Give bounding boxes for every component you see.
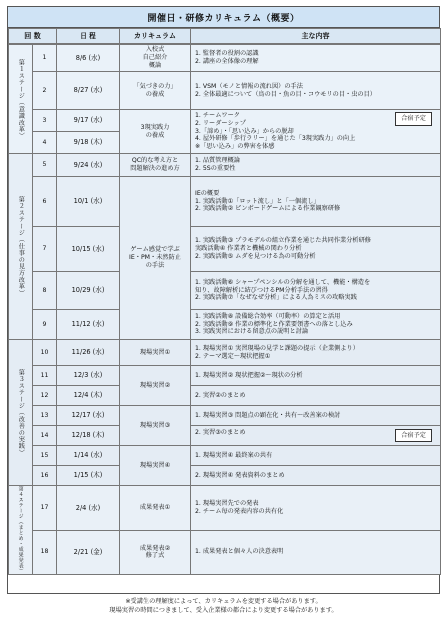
main-line: 3. 実践実習における留意点の説明と討論 [195,328,309,336]
row-no: 17 [33,486,57,531]
row-main [191,72,441,110]
row-no: 15 [33,446,57,466]
main-line: 1. 実践活動⑥ シャープペンシルの分解を通して、機能・構造を [195,278,371,286]
row-curriculum [120,177,191,340]
main-line: 2. テーマ選定〜現状把握① [195,352,271,360]
stage-label: 第２ステージ（仕事の見方改革） [17,196,25,297]
row-date: 11/26 (水) [57,340,120,366]
row-no: 18 [33,530,57,575]
header-curriculum: カリキュラム [120,29,191,44]
main-line: 2. 実習②のまとめ [195,391,246,399]
main-line: 1. チームワーク [195,112,240,120]
row-main [191,406,441,426]
row-no: 11 [33,366,57,386]
main-line: 1. 現場実習① 実習現場の見学と課題の提示（企業側より） [195,344,359,352]
row-no: 13 [33,406,57,426]
main-line: 1. 成果発表と個々人の決意表明 [195,548,284,556]
row-no: 4 [33,132,57,154]
main-line: 1. 現場実習③ 問題点の顕在化・共有〜改善案の検討 [195,411,341,419]
row-main [191,466,441,486]
cur-line: 3現実践力 [140,123,170,131]
stage-label: 第１ステージ（意識改革） [17,58,25,140]
row-main [191,310,441,340]
cur-line: の手法 [145,261,165,269]
row-main [191,154,441,177]
cur-line: 成果発表② [139,544,171,552]
row-curriculum [120,530,191,575]
main-line: 2. リーダーシップ [195,119,246,127]
row-main [191,366,441,386]
main-line: 1. VSM（モノと情報の流れ図）の手法 [195,82,303,90]
row-curriculum [120,340,191,366]
table-row [9,426,441,446]
row-main [191,110,441,154]
row-main [191,426,441,446]
table-row [9,406,441,426]
table-row [9,154,441,177]
table-row [9,110,441,132]
table-row [9,366,441,386]
cur-line: 自己紹介 [142,54,168,62]
table-row [9,466,441,486]
main-line: 1. 実践活動③ プラモデルの組立作業を通じた共同作業分析研修 [195,237,371,245]
row-date: 2/21 (金) [57,530,120,575]
main-line: 1. 現場実習② 現状把握②〜現状の分析 [195,371,303,379]
row-no: 14 [33,426,57,446]
table-row [9,386,441,406]
table-row [9,310,441,340]
main-line: 1. 監督者の役割の認識 [195,50,259,58]
row-date: 12/4 (木) [57,386,120,406]
main-line: 2. 5Sの重要性 [195,165,236,172]
table-row [9,340,441,366]
row-date: 11/12 (水) [57,310,120,340]
row-no: 9 [33,310,57,340]
main-line: 1. 品質管理概論 [195,157,240,165]
main-line: 1. 現場実習④ 最終案の共有 [195,451,273,459]
main-line: IEの概要 [195,189,220,197]
table-row [9,446,441,466]
footnotes [0,597,447,616]
row-date: 1/15 (木) [57,466,120,486]
cur-line: 入校式 [145,46,165,54]
cur-line: 現場実習① [139,348,171,356]
row-date: 9/24 (水) [57,154,120,177]
row-curriculum [120,110,191,154]
row-curriculum [120,446,191,486]
curriculum-frame [7,6,440,594]
main-line: 2. 実践活動⑨ 作業の標準化と作業要領書への落とし込み [195,320,353,328]
cur-line: 現場実習④ [139,461,171,469]
table-row [9,227,441,272]
row-date: 8/27 (水) [57,72,120,110]
row-curriculum [120,486,191,531]
main-line: 1. 現場実習先での発表 [195,500,259,507]
row-no: 16 [33,466,57,486]
main-line: 2. チーム毎の発表内容の共有化 [195,507,284,515]
stage-label: 第３ステージ（改善の実践） [17,368,25,457]
header-kai: 回 数 [9,29,57,44]
cur-line: の養成 [145,131,165,139]
main-line: 2. 実践活動⑦「なぜなぜ分析」による人為ミスの攻略実践 [195,294,357,302]
cur-line: 概論 [148,61,162,69]
row-no: 10 [33,340,57,366]
row-main [191,446,441,466]
row-date: 12/3 (水) [57,366,120,386]
row-main [191,177,441,227]
stage-label: 第４ステージ（まとめ・成果発表） [17,486,24,574]
stage-cell [9,486,33,575]
cur-line: 成果発表① [139,503,171,511]
cur-line: QC的な考え方と [131,157,179,165]
row-no: 12 [33,386,57,406]
document-title: 開催日・研修カリキュラム（概要） [8,7,439,28]
main-line: 1. 実践活動⑧ 設備総合効率（可動率）の算定と活用 [195,312,341,320]
row-date: 10/15 (水) [57,227,120,272]
row-main [191,486,441,531]
table-row [9,272,441,310]
main-line: 2. 実習③のまとめ [195,428,246,436]
main-line: 知り、故障解析に結びつけるPM分析手法の習得 [195,286,328,294]
header-main: 主な内容 [191,29,441,44]
footnote-line: 現場実習の時間につきまして、受入企業様の都合により変更する場合があります。 [109,607,338,615]
row-date: 10/29 (水) [57,272,120,310]
row-date: 9/17 (水) [57,110,120,132]
row-curriculum [120,72,191,110]
cur-line: 修了式 [145,552,165,560]
gassyuku-badge: 合宿予定 [395,429,432,443]
main-line: ※「思い込み」の弊害を体感 [195,143,275,151]
stage-cell [9,340,33,486]
table-row [9,177,441,227]
table-row [9,72,441,110]
row-no: 3 [33,110,57,132]
cur-line: の養成 [145,90,165,98]
row-no: 2 [33,72,57,110]
stage-cell [9,45,33,154]
main-line: 4. 屋外研修「歩行ラリー」を通じた「3現実践力」の向上 [195,135,356,143]
table-header-row [9,29,441,44]
row-main [191,227,441,272]
cur-line: 現場実習③ [139,421,171,429]
main-line: 実践活動④ 作業者と機械の関わり分析 [195,245,302,253]
row-date: 12/18 (木) [57,426,120,446]
stage-cell [9,154,33,340]
row-no: 5 [33,154,57,177]
row-curriculum [120,45,191,72]
main-line: 2. 講座の全体像の理解 [195,58,259,65]
row-main [191,530,441,575]
row-curriculum [120,406,191,446]
footnote-line: ※受講生の理解度によって、カリキュラムを変更する場合があります。 [125,598,322,605]
header-date: 日 程 [57,29,120,44]
row-main [191,340,441,366]
row-date: 10/1 (水) [57,177,120,227]
row-no: 1 [33,45,57,72]
row-no: 7 [33,227,57,272]
main-line: 2. 実践活動② ピンボードゲームによる作業観察研修 [195,205,341,213]
main-line: 2. 全体最適について（鳥の目・魚の目・コウモリの目・虫の目） [195,90,376,98]
row-main [191,45,441,72]
table-row [9,530,441,575]
row-date: 9/18 (木) [57,132,120,154]
cur-line: 現場実習② [139,381,171,389]
main-line: 2. 実践活動⑤ ムダを見つける為の可動分析 [195,252,316,260]
table-row [9,45,441,72]
row-date: 1/14 (水) [57,446,120,466]
row-curriculum [120,154,191,177]
main-line: 2. 現場実習④ 発表資料のまとめ [195,471,285,479]
row-main [191,386,441,406]
main-line: 1. 実践活動①「ロット流し」と「一個流し」 [195,197,320,205]
cur-line: 「気づきの力」 [133,82,177,90]
row-main [191,272,441,310]
gassyuku-badge: 合宿予定 [395,112,432,126]
cur-line: ゲーム感覚で学ぶ [130,246,180,254]
cur-line: IE・PM・未然防止 [129,254,181,262]
row-no: 6 [33,177,57,227]
row-date: 8/6 (水) [57,45,120,72]
row-curriculum [120,366,191,406]
curriculum-table [8,28,441,575]
row-date: 2/4 (水) [57,486,120,531]
table-row [9,486,441,531]
row-no: 8 [33,272,57,310]
row-date: 12/17 (水) [57,406,120,426]
cur-line: 問題解決の進め方 [130,165,180,172]
main-line: 3.「諦め」・「思い込み」からの脱却 [195,127,294,135]
